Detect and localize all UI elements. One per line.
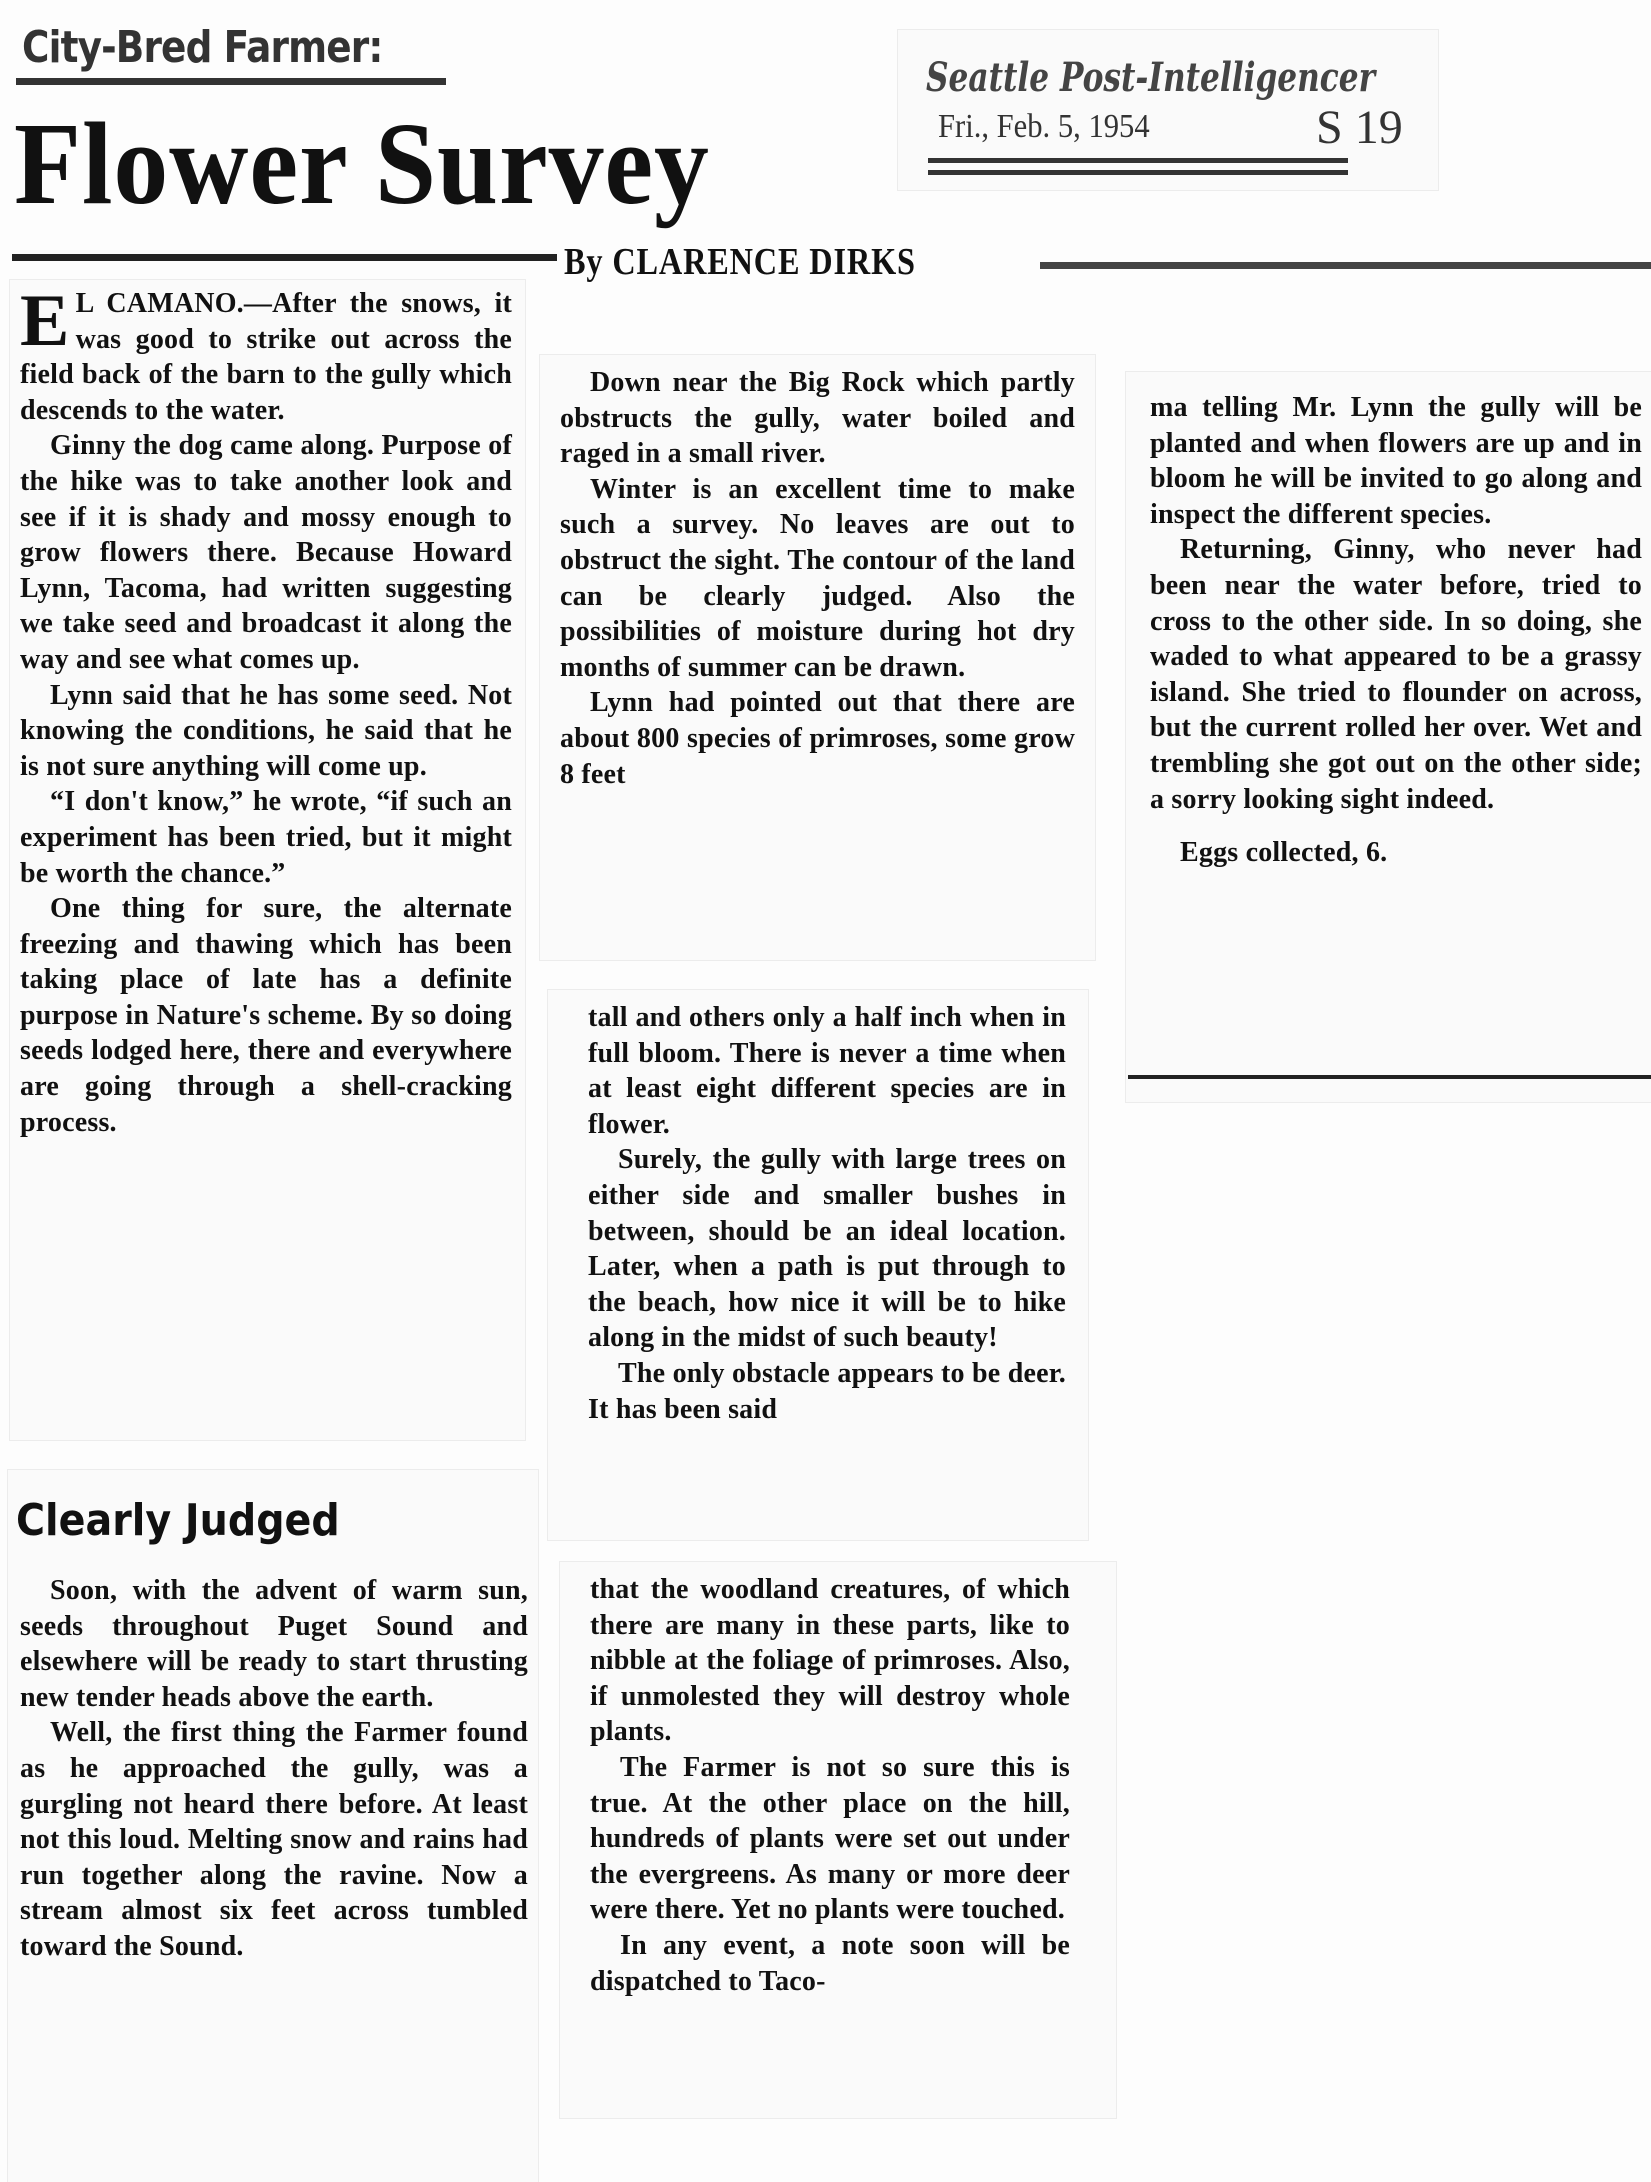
paragraph: Lynn said that he has some seed. Not knowing the conditions, he said that he is not sure anything will come up.	[20, 679, 512, 782]
lead-text: L CAMANO.—After the snows, it was good to strike out across the field back of the barn to the gully which descends to the water.	[20, 288, 512, 426]
signoff: Eggs collected, 6.	[1180, 837, 1388, 869]
article-column-1	[20, 280, 512, 1140]
paragraph: In any event, a note soon will be dispatched to Taco-	[590, 1929, 1070, 1997]
paragraph: Winter is an excellent time to make such a survey. No leaves are out to obstruct the sight. The contour of the land can be clearly judged. Also the possibilities of moisture during hot dry months of summer can be drawn.	[560, 473, 1075, 683]
kicker-headline: City-Bred Farmer:	[22, 22, 383, 73]
page-title: Flower Survey	[14, 98, 710, 229]
masthead-rule	[928, 170, 1348, 175]
paragraph: Returning, Ginny, who never had been near the water before, tried to cross to the other side. In so doing, she waded to what appeared to be a grassy island. She tried to flounder on across, but the current rolled her over. Wet and trembling she got out on the other side; a sorry looking sight indeed.	[1150, 534, 1642, 815]
paragraph: Soon, with the advent of warm sun, seeds throughout Puget Sound and elsewhere will be ready to start thrusting new tender heads above the earth.	[20, 1575, 528, 1713]
masthead-rule	[928, 158, 1348, 163]
byline: By CLARENCE DIRKS	[564, 241, 916, 283]
paragraph: One thing for sure, the alternate freezing and thawing which has been taking place of late has a definite purpose in Nature's scheme. By so doing seeds lodged here, there and everywhere are going through a shell-cracking process.	[20, 893, 512, 1138]
kicker-underline	[16, 78, 446, 85]
dropcap: E	[20, 280, 70, 362]
subheading: Clearly Judged	[16, 1495, 340, 1546]
paragraph: The only obstacle appears to be deer. It has been said	[588, 1357, 1066, 1425]
article-middle-1	[560, 365, 1075, 792]
article-section-2	[20, 1573, 528, 1965]
article-middle-2	[588, 1000, 1066, 1427]
paragraph: Lynn had pointed out that there are about 800 species of primroses, some grow 8 feet	[560, 687, 1075, 790]
article-right-column	[1150, 390, 1642, 871]
end-rule	[1128, 1075, 1651, 1079]
page-number: S 19	[1316, 101, 1403, 154]
byline-rule-right	[1040, 262, 1651, 269]
masthead-clipping	[898, 30, 1438, 190]
paragraph: Well, the first thing the Farmer found as he approached the gully, was a gurgling not heard there before. At least not this loud. Melting snow and rains had run together along the ravine. Now a stream almost six feet across tumbled toward the Sound.	[20, 1717, 528, 1962]
paragraph: Surely, the gully with large trees on either side and smaller bushes in between, should be an ideal location. Later, when a path is put through to the beach, how nice it will be to hike along in the midst of such beauty!	[588, 1144, 1066, 1354]
paragraph: The Farmer is not so sure this is true. At the other place on the hill, hundreds of plants were set out under the evergreens. As many or more deer were there. Yet no plants were touched.	[590, 1751, 1070, 1926]
paragraph: “I don't know,” he wrote, “if such an experiment has been tried, but it might be worth the chance.”	[20, 786, 512, 889]
lead-paragraph	[20, 280, 512, 428]
publication-date: Fri., Feb. 5, 1954	[938, 108, 1150, 145]
paragraph: tall and others only a half inch when in full bloom. There is never a time when at least eight different species are in flower.	[588, 1002, 1066, 1140]
paragraph: ma telling Mr. Lynn the gully will be planted and when flowers are up and in bloom he will be invited to go along and inspect the different species.	[1150, 392, 1642, 530]
article-middle-3	[590, 1572, 1070, 1999]
paragraph: that the woodland creatures, of which there are many in these parts, like to nibble at the foliage of primroses. Also, if unmolested they will destroy whole plants.	[590, 1574, 1070, 1748]
paragraph: Ginny the dog came along. Purpose of the hike was to take another look and see if it is shady and mossy enough to grow flowers there. Because Howard Lynn, Tacoma, had written suggesting we take seed and broadcast it along the way and see what comes up.	[20, 430, 512, 675]
paragraph: Down near the Big Rock which partly obstructs the gully, water boiled and raged in a small river.	[560, 367, 1075, 470]
byline-rule-left	[12, 254, 557, 261]
newspaper-name: Seattle Post-Intelligencer	[926, 54, 1376, 101]
